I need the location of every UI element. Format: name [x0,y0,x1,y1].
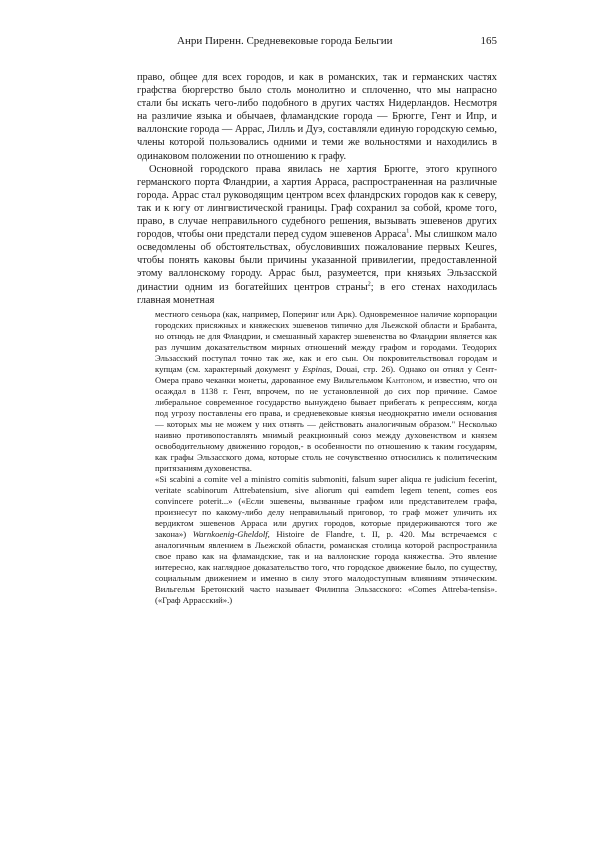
paragraph-2-text-a: Основной городского права явилась не хартия Брюгге, этого крупного германского порта Фландрии, а хартия Арраса, распространенная на различные города. Аррас стал руководящим центром всех фландрских городов как к северу, так и к югу от лингвистической границы. Граф сохранил за собой, кроме того, право, в случае неправильного судебного решения, вызывать эшевенов других городов, чтобы они предстали перед судом эшевенов Арраса [137,163,497,241]
main-text [137,71,497,307]
author-name-smallcaps: Кантоном [385,375,423,385]
footnote-ref-2: 2 [367,281,371,288]
footnote-text: , Douai, стр. 26). Однако он отнял у Сент-Омера право чеканки монеты, дарованное ему Вильгельмом [155,364,497,385]
footnote-continued [155,309,497,474]
paragraph-1 [137,71,497,163]
footnote-2 [155,474,497,606]
footnote-text: , Histoire de Flandre, t. II, p. 420. Мы встречаемся с аналогичным явлением в Льежской области, романская столица которой распространила свое право как на фламандские, так и на валлонские города княжества. Это явление интересно, как наглядное доказательство того, что городское движение было, по существу, социальным движением и именно в силу этого малодоступным влияниям этническим. Вильгельм Бретонский часто называет Филиппа Эльзасского: «Comes Attreba-tensis». («Граф Аррасский».) [155,529,497,605]
footnote-text: , и известно, что он осаждал в 1138 г. Гент, впрочем, по не установленной до сих пор причине. Самое либеральное современное государство вынуждено бывает прибегать к репрессиям, когда под угрозу поставлены его права, и средневековые князья неоднократно имели основания — которых мы не можем у них отнять — действовать аналогичным образом." Несколько наивно противопоставлять мнимый реакционный союз между духовенством и князем освободительному движению городов,- в особенности по отношению к таким государям, как графы Эльзасского дома, которые столь не сочувственно относились к политическим притязаниям духовенства. [155,375,497,473]
page-number: 165 [480,35,497,47]
paragraph-1-text: право, общее для всех городов, и как в романских, так и германских частях графства бюргерство было столь монолитно и сплоченно, что мы напрасно стали бы искать чего-либо подобного в других частях Нидерландов. Несмотря на различие языка и обычаев, фламандские города — Брюгге, Гент и Ипр, и валлонские города — Аррас, Лилль и Дуэ, составляли единую городскую семью, члены которой пользовались одними и теми же вольностями и находились в одинаковом положении по отношению к графу. [137,72,497,162]
running-title: Анри Пиренн. Средневековые города Бельгии [177,35,393,47]
footnote-ref-1: 1 [406,228,410,235]
footnote-text: местного сеньора (как, например, Поперинг или Арк). Одновременное наличие корпорации городских присяжных и княжеских эшевенов типично для Льежской области и Брабанта, но отнюдь не для Фландрии, и смешанный характер эшевенства во Фландрии является как раз лучшим доказательством мирных отношений между графом и городами. Теодорих Эльзасский поступал точно так же, как и его сын. Он покровительствовал городам и купцам (см. характерный документ у [155,309,497,374]
footnotes [155,309,497,606]
footnote-text: «Si scabini a comite vel a ministro comitis submoniti, falsum super aliqua re judicium fecerint, veritate scabinorum Attrebatensium, sive aliorum qui eamdem legem tenent, comes eos convincere poterit...» («Если эшевены, вызванные графом или представителем графа, произнесут по какому-либо делу неправильный приговор, то граф может уличить их вердиктом эшевенов Арраса или других городов, которые придерживаются того же закона») [155,474,497,539]
paragraph-2-text-c: ; в его стенах находилась главная монетная [137,281,497,306]
author-name-italic: Espinas [302,364,330,374]
author-name-italic: Warnkoenig-Gheldolf [192,529,268,539]
paragraph-2-text-b: . Мы слишком мало осведомлены об обстоятельствах, обусловивших пожалование первых Keures, чтобы понять каковы были причины указанной привилегии, предоставленной этому валлонскому городу. Аррас был, разумеется, при князьях Эльзасской династии одним из богатейших центров страны [137,229,497,293]
paragraph-2 [137,163,497,307]
